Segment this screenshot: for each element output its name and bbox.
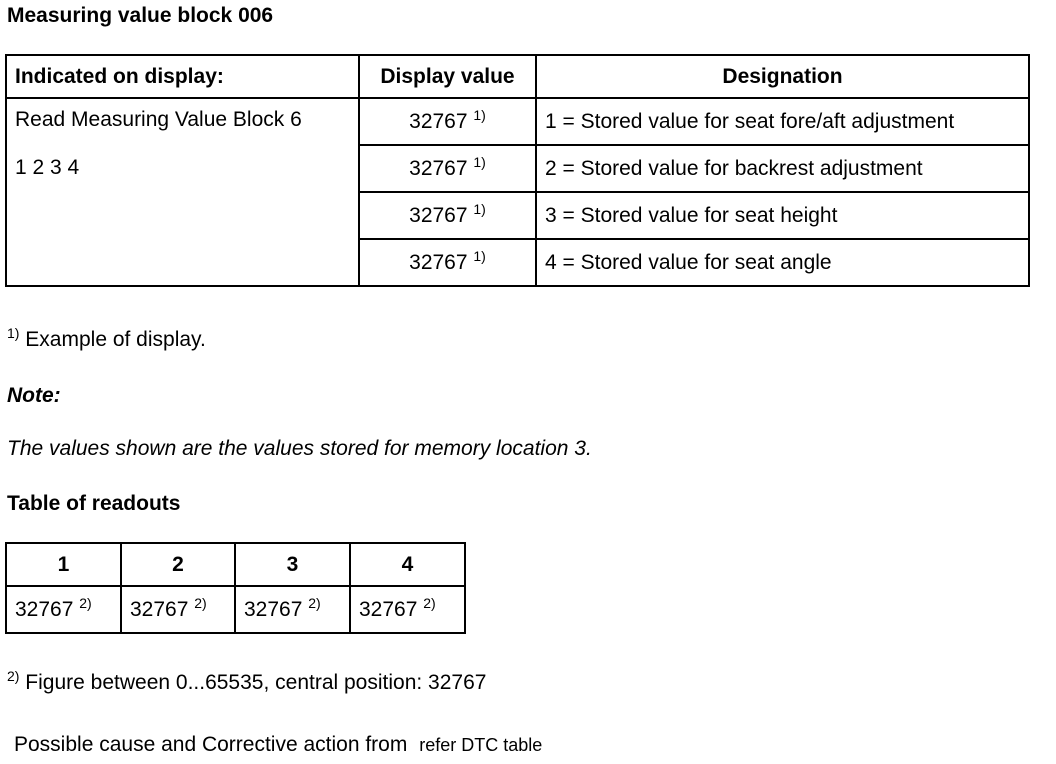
designation-cell: 3 = Stored value for seat height [536,192,1029,239]
footnote-ref: 2) [308,594,321,611]
readout-cell [121,586,235,633]
readouts-table [5,542,466,634]
indicated-text: Read Measuring Value Block 6 [15,108,302,131]
display-value-cell [359,192,536,239]
footnote-ref: 2) [423,594,436,611]
footnote-1 [7,325,206,352]
indicated-cell [6,98,359,286]
footnote-ref: 1) [473,200,486,217]
display-value: 32767 [409,250,468,274]
footnote-mark: 2) [7,668,20,684]
header-indicated: Indicated on display: [6,55,359,98]
readout-value: 32767 [244,597,303,621]
display-value-cell [359,239,536,286]
footnote-text: Figure between 0...65535, central position: 32767 [25,671,487,694]
footnote-text: Example of display. [25,328,206,351]
header-display-value: Display value [359,55,536,98]
display-value: 32767 [409,203,468,227]
dtc-table-link[interactable]: refer DTC table [419,735,543,755]
readout-value: 32767 [15,597,74,621]
footnote-mark: 1) [7,325,20,341]
footnote-2 [7,668,487,695]
readouts-header-row [6,543,465,586]
display-value: 32767 [409,156,468,180]
readouts-header: 2 [121,543,235,586]
note-title: Note: [7,384,61,407]
measuring-value-table [5,54,1030,287]
readout-cell [6,586,121,633]
header-designation: Designation [536,55,1029,98]
readout-cell [350,586,465,633]
table-row [6,98,1029,145]
readout-value: 32767 [359,597,418,621]
footnote-ref: 1) [473,247,486,264]
readouts-header: 1 [6,543,121,586]
designation-cell: 2 = Stored value for backrest adjustment [536,145,1029,192]
footnote-ref: 2) [194,594,207,611]
block-title: Measuring value block 006 [7,4,274,27]
readout-value: 32767 [130,597,189,621]
cause-line [14,733,542,757]
designation-cell: 4 = Stored value for seat angle [536,239,1029,286]
indicated-fields: 1 2 3 4 [15,156,80,179]
display-value: 32767 [409,109,468,133]
designation-cell: 1 = Stored value for seat fore/aft adjustment [536,98,1029,145]
readouts-title: Table of readouts [7,492,181,515]
note-text: The values shown are the values stored for memory location 3. [7,437,592,460]
display-value-cell [359,145,536,192]
footnote-ref: 2) [79,594,92,611]
cause-text: Possible cause and Corrective action from [14,733,408,756]
footnote-ref: 1) [473,106,486,123]
readouts-header: 3 [235,543,350,586]
footnote-ref: 1) [473,153,486,170]
readouts-row [6,586,465,633]
table-header-row [6,55,1029,98]
readouts-header: 4 [350,543,465,586]
display-value-cell [359,98,536,145]
readout-cell [235,586,350,633]
